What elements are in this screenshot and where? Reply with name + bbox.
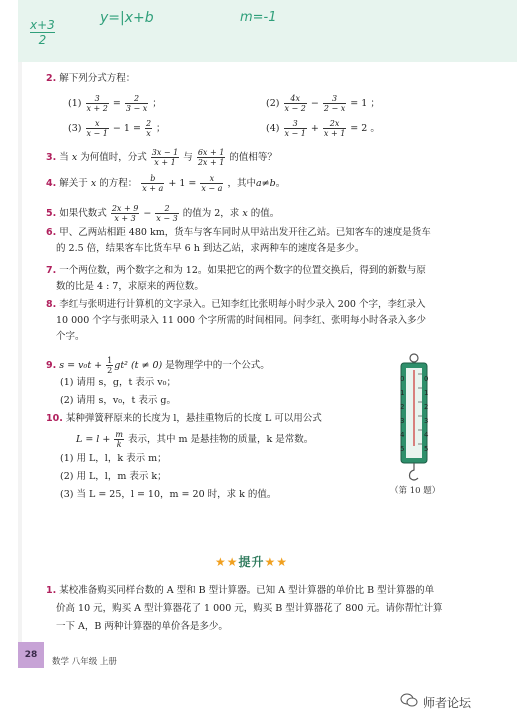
handwriting-fraction: x+3 2: [30, 18, 55, 47]
figure-caption: （第 10 题）: [390, 486, 441, 496]
scale-tick-labels-right: 0 1 2 3 4 5: [424, 375, 429, 453]
question-9-part1: (1) 请用 s，g，t 表示 v₀；: [60, 377, 176, 388]
question-10-part3: (3) 当 L = 25，l = 10，m = 20 时，求 k 的值。: [60, 489, 277, 500]
question-7-line2: 数的比是 4 : 7，求原来的两位数。: [56, 281, 204, 292]
page-number: 28: [18, 642, 44, 668]
question-10-part1: (1) 用 L，l，k 表示 m；: [60, 453, 167, 464]
question-10-part2: (2) 用 L，l，m 表示 k；: [60, 471, 167, 482]
tisheng-question-1-line2: 价高 10 元，购买 A 型计算器花了 1 000 元，购买 B 型计算器花了 800 元。请你帮忙计算: [56, 603, 443, 614]
q2-part-4: (4) $\frac{3}{x - 1}$ + $\frac{2x}{x + 1}$ = 2 。: [266, 119, 380, 138]
question-7: 7. 一个两位数，两个数字之和为 12。如果把它的两个数字的位置交换后，得到的新数与原: [46, 265, 426, 276]
question-3: 3. 当 x 为何值时，分式 $\frac{3x - 1}{x + 1}$ 与 $\frac{6x + 1}{2x + 1}$ 的值相等？: [46, 148, 277, 167]
question-2: 2. 解下列分式方程：: [46, 73, 136, 84]
book-title: 数学 八年级 上册: [52, 657, 117, 667]
question-4: 4. 解关于 x 的方程： $\frac{b}{x + a}$ + 1 = $\frac{x}{x - a}$ ，其中a≠b。: [46, 174, 286, 193]
q2-part-1: (1) $\frac{3}{x + 2}$ = $\frac{2}{3 - x}$ ；: [68, 94, 162, 113]
question-10: 10. 某种弹簧秤原来的长度为 l，悬挂重物后的长度 L 可以用公式: [46, 413, 322, 424]
star-icon: ★★: [264, 555, 289, 569]
question-9: 9. s = v₀t + $\frac{1}{2}$ gt² (t ≠ 0) 是物理学中的一个公式。: [46, 356, 270, 375]
page-left-margin: [18, 62, 22, 660]
question-10-formula: L = l + $\frac{m}{k}$ 表示，其中 m 是悬挂物的质量，k 是常数。: [76, 430, 314, 449]
question-8: 8. 李红与张明进行计算机的文字录入。已知李红比张明每小时少录入 200 个字，李红录入: [46, 299, 426, 310]
question-6: 6. 甲、乙两站相距 480 km，货车与客车同时从甲站出发开往乙站。已知客车的速度是货车: [46, 227, 431, 238]
tisheng-question-1-line3: 一下 A，B 两种计算器的单价各是多少。: [56, 621, 228, 632]
question-9-part2: (2) 请用 s，v₀，t 表示 g。: [60, 395, 176, 406]
q2-part-3: (3) $\frac{x}{x - 1}$ − 1 = $\frac{2}{x}$ ；: [68, 119, 166, 138]
question-5: 5. 如果代数式 $\frac{2x + 9}{x + 3}$ − $\frac{2}{x - 3}$ 的值为 2，求 x 的值。: [46, 204, 280, 223]
handwriting-equation: y=|x+b: [100, 10, 154, 26]
question-8-line2: 10 000 个字与张明录入 11 000 个字所需的时间相同。问李红、张明每小时各录入多少: [56, 315, 427, 326]
star-icon: ★★: [215, 555, 239, 569]
question-6-line2: 的 2.5 倍，结果客车比货车早 6 h 到达乙站，求两种车的速度各是多少。: [56, 243, 365, 254]
tisheng-question-1: 1. 某校准备购买同样台数的 A 型和 B 型计算器。已知 A 型计算器的单价比 B 型计算器的单: [46, 585, 435, 596]
handwriting-m-value: m=-1: [240, 10, 277, 25]
wechat-icon: [400, 693, 418, 707]
watermark-text: 师者论坛: [423, 696, 472, 710]
question-8-line3: 个字。: [56, 331, 85, 342]
q2-part-2: (2) $\frac{4x}{x - 2}$ − $\frac{3}{2 - x}$ = 1 ；: [266, 94, 380, 113]
section-title: ★★提升★★: [215, 555, 289, 569]
scale-tick-labels-left: 0 1 2 3 4 5: [400, 375, 405, 453]
